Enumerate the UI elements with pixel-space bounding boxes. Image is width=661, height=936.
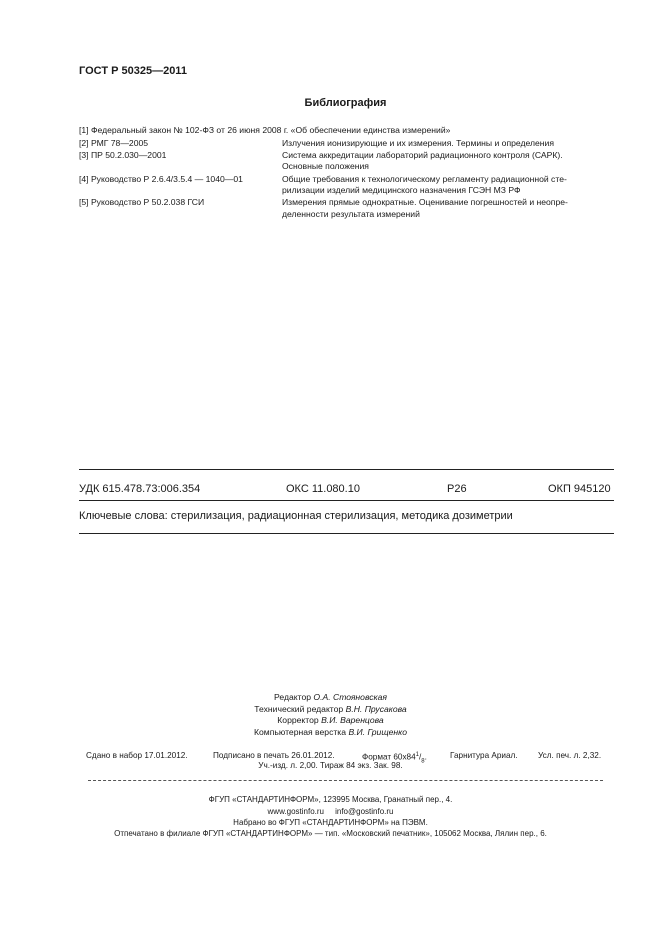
print-edition-info: Уч.-изд. л. 2,00. Тираж 84 экз. Зак. 98.: [258, 761, 403, 770]
keywords-bottom-rule: [79, 533, 614, 534]
publisher-separator: [88, 780, 603, 781]
document-id: ГОСТ Р 50325—2011: [79, 65, 187, 77]
credit-editor-label: Редактор: [274, 692, 314, 702]
credit-layout-name: В.И. Грищенко: [348, 727, 407, 737]
credit-tech-editor: [0, 704, 661, 714]
print-format-label: Формат 60x84: [362, 752, 416, 762]
oks-code: ОКС 11.080.10: [286, 483, 360, 495]
print-submitted: Сдано в набор 17.01.2012.: [86, 751, 188, 760]
credit-tech-editor-label: Технический редактор: [254, 704, 346, 714]
publisher-printed: Отпечатано в филиале ФГУП «СТАНДАРТИНФОРМ» — тип. «Московский печатник», 105062 Москва, Лялин пер., 6.: [114, 829, 547, 838]
publisher-email: info@gostinfo.ru: [335, 807, 394, 816]
bibliography-item-5-title-line1: Измерения прямые однократные. Оценивание погрешностей и неопре-: [282, 197, 568, 207]
publisher-contacts: [0, 807, 661, 816]
keywords: Ключевые слова: стерилизация, радиационная стерилизация, методика дозиметрии: [79, 510, 513, 522]
okp-code: ОКП 945120: [548, 483, 611, 495]
credit-editor-name: О.А. Стояновская: [313, 692, 387, 702]
publisher-typeset: Набрано во ФГУП «СТАНДАРТИНФОРМ» на ПЭВМ.: [233, 818, 428, 827]
print-format-numerator: 1: [415, 752, 420, 758]
publisher-address: ФГУП «СТАНДАРТИНФОРМ», 123995 Москва, Гранатный пер., 4.: [208, 795, 453, 804]
udk-code: УДК 615.478.73:006.354: [79, 483, 201, 495]
credit-corrector-label: Корректор: [277, 715, 322, 725]
print-sheets: Усл. печ. л. 2,32.: [538, 751, 602, 760]
credit-editor: [0, 692, 661, 702]
publisher-website: www.gostinfo.ru: [267, 807, 324, 816]
bibliography-item-3-ref: [3] ПР 50.2.030—2001: [79, 150, 167, 160]
bibliography-item-3-title-line1: Система аккредитации лабораторий радиационного контроля (САРК).: [282, 150, 563, 160]
bibliography-item-5-ref: [5] Руководство Р 50.2.038 ГСИ: [79, 197, 205, 207]
classification-bottom-rule: [79, 500, 614, 501]
credit-corrector-name: В.И. Варенцова: [321, 715, 384, 725]
bibliography-item-2-title: Излучения ионизирующие и их измерения. Термины и определения: [282, 138, 554, 148]
bibliography-item-4-title-line2: рилизации изделий медицинского назначения ГСЭН МЗ РФ: [282, 185, 521, 195]
print-font: Гарнитура Ариал.: [450, 751, 518, 760]
bibliography-item-5-title-line2: деленности результата измерений: [282, 209, 420, 219]
credit-layout: [0, 727, 661, 737]
credit-layout-label: Компьютерная верстка: [254, 727, 349, 737]
credit-corrector: [0, 715, 661, 725]
print-signed: Подписано в печать 26.01.2012.: [213, 751, 335, 760]
bibliography-item-4-title-line1: Общие требования к технологическому регламенту радиационной сте-: [282, 174, 567, 184]
bibliography-item-4-ref: [4] Руководство Р 2.6.4/3.5.4 — 1040—01: [79, 174, 243, 184]
bibliography-title: Библиография: [304, 97, 387, 109]
credit-tech-editor-name: В.Н. Прусакова: [345, 704, 407, 714]
print-format-end: .: [424, 752, 427, 762]
print-format-denominator: 8: [421, 758, 425, 765]
bibliography-item-3-title-line2: Основные положения: [282, 161, 369, 171]
bibliography-item-2-ref: [2] РМГ 78—2005: [79, 138, 149, 148]
classification-top-rule: [79, 469, 614, 470]
r-code: Р26: [447, 483, 467, 495]
bibliography-item-1: [1] Федеральный закон № 102-ФЗ от 26 июня 2008 г. «Об обеспечении единства измерений»: [79, 125, 451, 135]
print-format: Формат $60x84^1/_8$.: [362, 752, 427, 765]
